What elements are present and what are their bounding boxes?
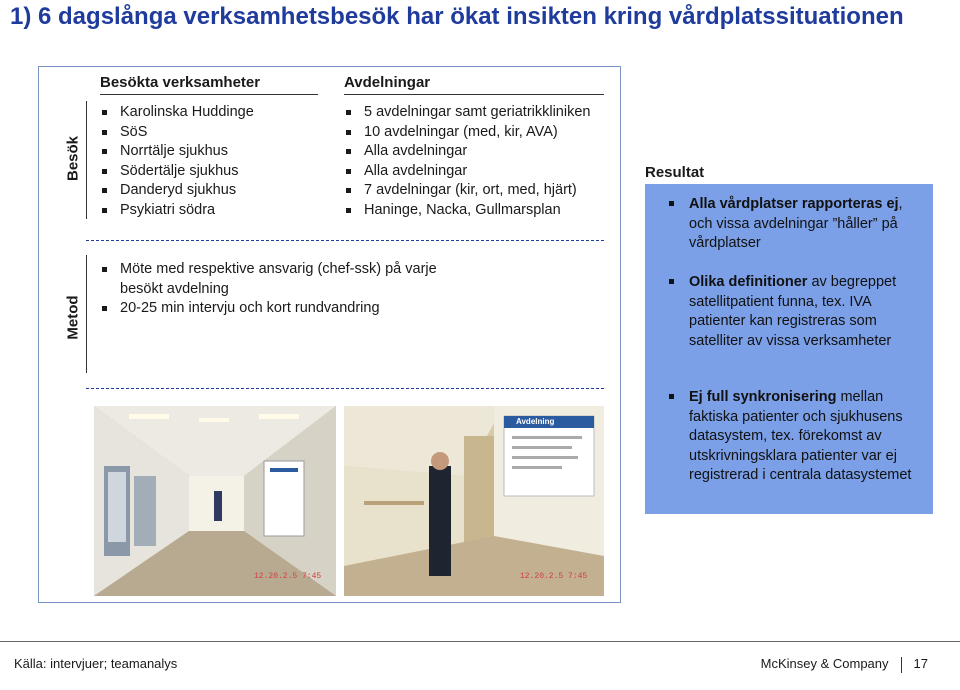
section-divider — [86, 388, 604, 389]
visited-header-rule — [100, 94, 318, 95]
method-row-bar — [86, 255, 87, 373]
hospital-corridor-photo — [94, 406, 336, 596]
list-item: Alla avdelningar — [344, 162, 619, 182]
visit-row-label: Besök — [64, 135, 82, 182]
list-item: 7 avdelningar (kir, ort, med, hjärt) — [344, 181, 619, 201]
method-row-label: Metod — [64, 295, 82, 340]
visited-list — [100, 103, 330, 220]
result-title: Resultat — [645, 164, 705, 181]
list-item: Alla vårdplatser rapporteras ej, och vissa avdelningar ”håller” på vårdplatser — [665, 195, 915, 254]
list-item: Olika definitioner av begreppet satellitpatient funna, tex. IVA patienter kan registreras som satelliter av vissa verksamheter — [665, 273, 915, 351]
bullet-icon — [669, 201, 674, 206]
bullet-icon — [102, 110, 107, 115]
list-item: Psykiatri södra — [100, 201, 330, 221]
bullet-icon — [102, 267, 107, 272]
corridor-image — [94, 406, 336, 596]
list-item: SöS — [100, 123, 330, 143]
photo-timestamp: 12.20.2.5 7:45 — [254, 572, 322, 581]
departments-column-header: Avdelningar — [344, 74, 431, 91]
footer-divider — [0, 641, 960, 642]
footer-branding — [761, 656, 928, 673]
bullet-icon — [102, 130, 107, 135]
list-item: Danderyd sjukhus — [100, 181, 330, 201]
result-box — [645, 184, 933, 514]
footer-separator — [901, 657, 902, 673]
bullet-icon — [346, 208, 351, 213]
bullet-icon — [346, 169, 351, 174]
bullet-icon — [346, 110, 351, 115]
ward-image — [344, 406, 604, 596]
bullet-icon — [346, 130, 351, 135]
company-name: McKinsey & Company — [760, 656, 889, 671]
list-item: 5 avdelningar samt geriatrikkliniken — [344, 103, 619, 123]
section-divider — [86, 240, 604, 241]
bullet-icon — [102, 169, 107, 174]
bullet-icon — [102, 149, 107, 154]
footer-source: Källa: intervjuer; teamanalys — [14, 656, 178, 671]
result-list — [665, 388, 915, 486]
photo-timestamp: 12.20.2.5 7:45 — [520, 572, 588, 581]
list-item: 20-25 min intervju och kort rundvandring — [100, 299, 460, 319]
bullet-icon — [346, 188, 351, 193]
photo-sign-text: Avdelning — [516, 417, 555, 426]
result-list — [665, 195, 915, 254]
list-item: Södertälje sjukhus — [100, 162, 330, 182]
list-item: Karolinska Huddinge — [100, 103, 330, 123]
visit-row-bar — [86, 101, 87, 219]
list-item: Norrtälje sjukhus — [100, 142, 330, 162]
bullet-icon — [102, 208, 107, 213]
departments-header-rule — [344, 94, 604, 95]
list-item: Ej full synkronisering mellan faktiska patienter och sjukhusens datasystem, tex. förekomst av utskrivningsklara patienter var ej registrerad i centrala datasystemet — [665, 388, 915, 486]
bullet-icon — [102, 306, 107, 311]
page-number: 17 — [913, 656, 928, 671]
bullet-icon — [102, 188, 107, 193]
visited-column-header: Besökta verksamheter — [100, 74, 261, 91]
list-item: 10 avdelningar (med, kir, AVA) — [344, 123, 619, 143]
bullet-icon — [346, 149, 351, 154]
result-list — [665, 273, 915, 351]
bullet-icon — [669, 279, 674, 284]
page-title: 1) 6 dagslånga verksamhetsbesök har ökat insikten kring vårdplatssituationen — [10, 3, 904, 30]
method-list — [100, 260, 460, 319]
list-item: Möte med respektive ansvarig (chef-ssk) på varje besökt avdelning — [100, 260, 460, 299]
hospital-ward-photo — [344, 406, 604, 596]
list-item: Haninge, Nacka, Gullmarsplan — [344, 201, 619, 221]
departments-list — [344, 103, 619, 220]
bullet-icon — [669, 394, 674, 399]
list-item: Alla avdelningar — [344, 142, 619, 162]
